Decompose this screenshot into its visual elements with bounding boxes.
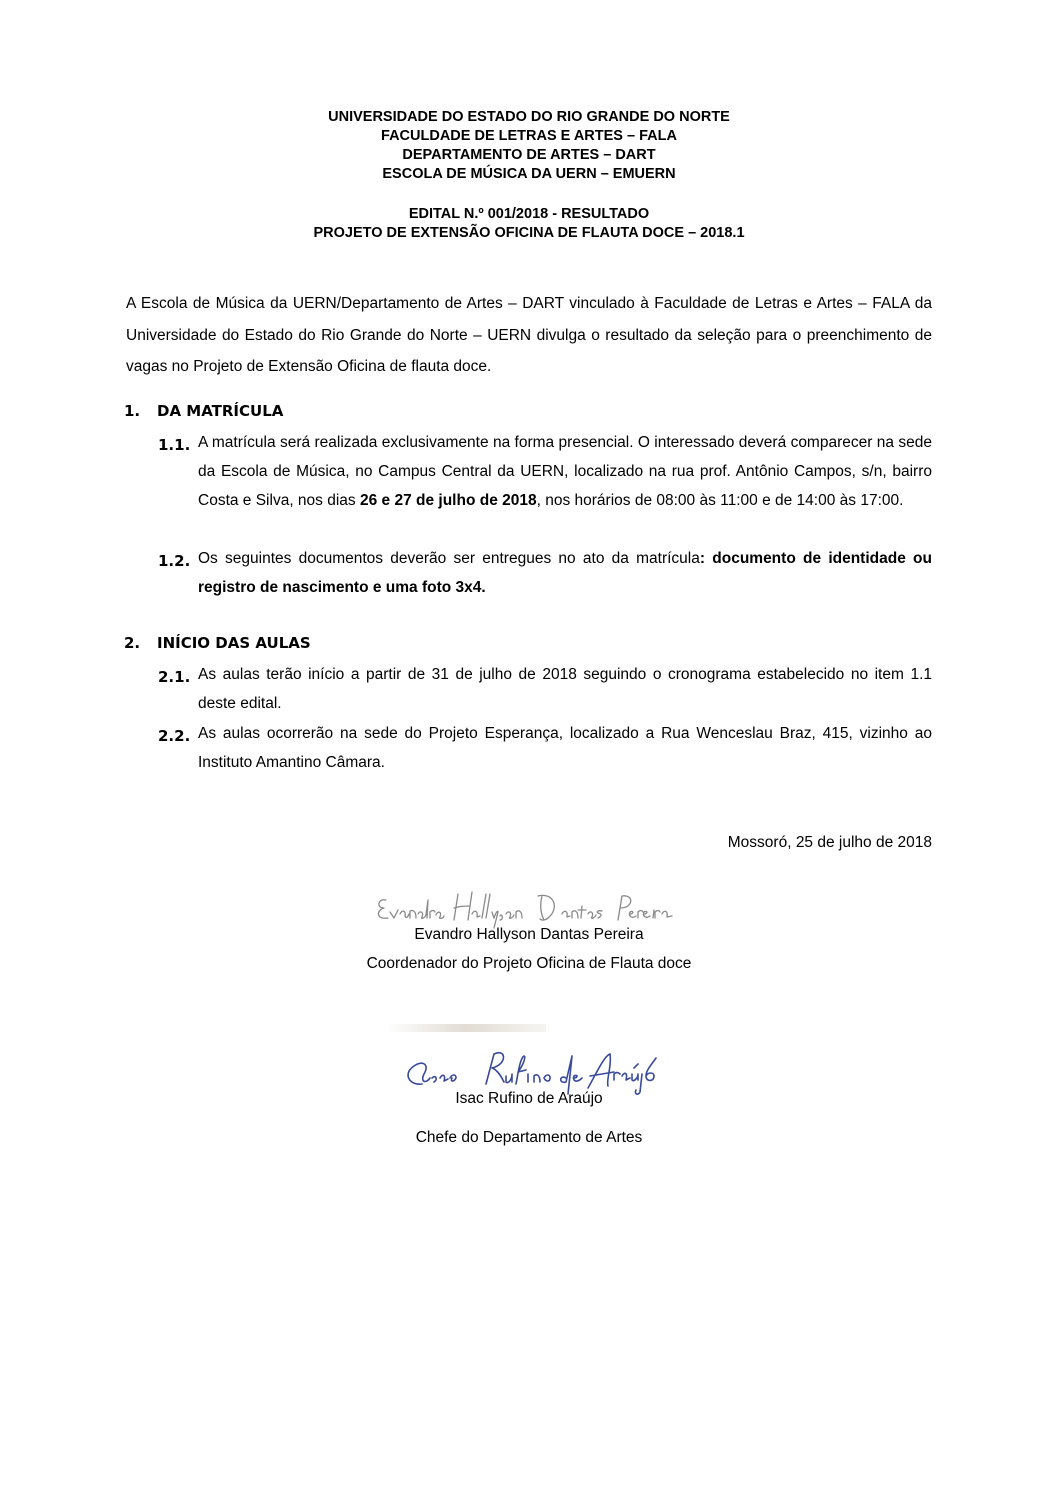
header-university: UNIVERSIDADE DO ESTADO DO RIO GRANDE DO NORTE <box>328 109 730 125</box>
item-text-after: , nos horários de 08:00 às 11:00 e de 14:00 às 17:00. <box>536 492 904 509</box>
signer-1-role: Coordenador do Projeto Oficina de Flauta doce <box>366 955 692 972</box>
item-text <box>158 428 932 515</box>
item-text <box>158 660 932 718</box>
item-2-2 <box>158 719 932 777</box>
item-number: 1.1. <box>158 436 191 454</box>
item-number: 1.2. <box>158 552 191 570</box>
item-text-before: A matrícula será realizada exclusivamente na forma presencial. O interessado deverá comparecer na sede da Escola de Música, no Campus Central da UERN, localizado na rua prof. Antônio Campos, s/n, bairro Costa e Silva, nos dias <box>198 434 932 509</box>
item-text-before: As aulas ocorrerão na sede do Projeto Esperança, localizado a Rua Wenceslau Braz, 415, vizinho ao Instituto Amantino Câmara. <box>198 725 932 771</box>
scan-artifact <box>386 1024 546 1032</box>
item-text-before: As aulas terão início a partir de 31 de julho de 2018 seguindo o cronograma estabelecido no item 1.1 deste edital. <box>198 666 932 712</box>
date-line: Mossoró, 25 de julho de 2018 <box>727 834 932 851</box>
edital-number: EDITAL N.º 001/2018 - RESULTADO <box>408 206 650 222</box>
item-text-bold: : documento de identidade ou registro de nascimento e uma foto 3x4. <box>198 550 932 596</box>
section-title: INÍCIO DAS AULAS <box>157 634 311 652</box>
item-1-2 <box>158 544 932 602</box>
edital-project: PROJETO DE EXTENSÃO OFICINA DE FLAUTA DOCE – 2018.1 <box>313 225 745 241</box>
item-1-1 <box>158 428 932 515</box>
header-faculty: FACULDADE DE LETRAS E ARTES – FALA <box>381 128 677 144</box>
section-1-heading <box>124 402 283 420</box>
edital-title <box>0 205 1058 243</box>
header-department: DEPARTAMENTO DE ARTES – DART <box>402 147 656 163</box>
section-2-heading <box>124 634 311 652</box>
signer-1-name: Evandro Hallyson Dantas Pereira <box>414 926 644 943</box>
item-2-1 <box>158 660 932 718</box>
item-number: 2.2. <box>158 727 191 745</box>
section-number: 1. <box>124 402 141 420</box>
section-title: DA MATRÍCULA <box>157 402 284 420</box>
signer-2-role: Chefe do Departamento de Artes <box>415 1129 643 1146</box>
signature-evandro <box>372 886 692 930</box>
signer-2-name: Isac Rufino de Araújo <box>455 1090 603 1107</box>
item-number: 2.1. <box>158 668 191 686</box>
intro-paragraph: A Escola de Música da UERN/Departamento de Artes – DART vinculado à Faculdade de Letras e Artes – FALA da Universidade do Estado do Rio Grande do Norte – UERN divulga o resultado da seleção para o preenchimento de vagas no Projeto de Extensão Oficina de flauta doce. <box>126 295 932 375</box>
item-text <box>158 719 932 777</box>
item-text-before: Os seguintes documentos deverão ser entregues no ato da matrícula <box>198 550 700 567</box>
item-text <box>158 544 932 602</box>
header-school: ESCOLA DE MÚSICA DA UERN – EMUERN <box>382 166 676 182</box>
item-text-bold: 26 e 27 de julho de 2018 <box>359 492 537 509</box>
institution-header <box>0 108 1058 184</box>
section-number: 2. <box>124 634 141 652</box>
